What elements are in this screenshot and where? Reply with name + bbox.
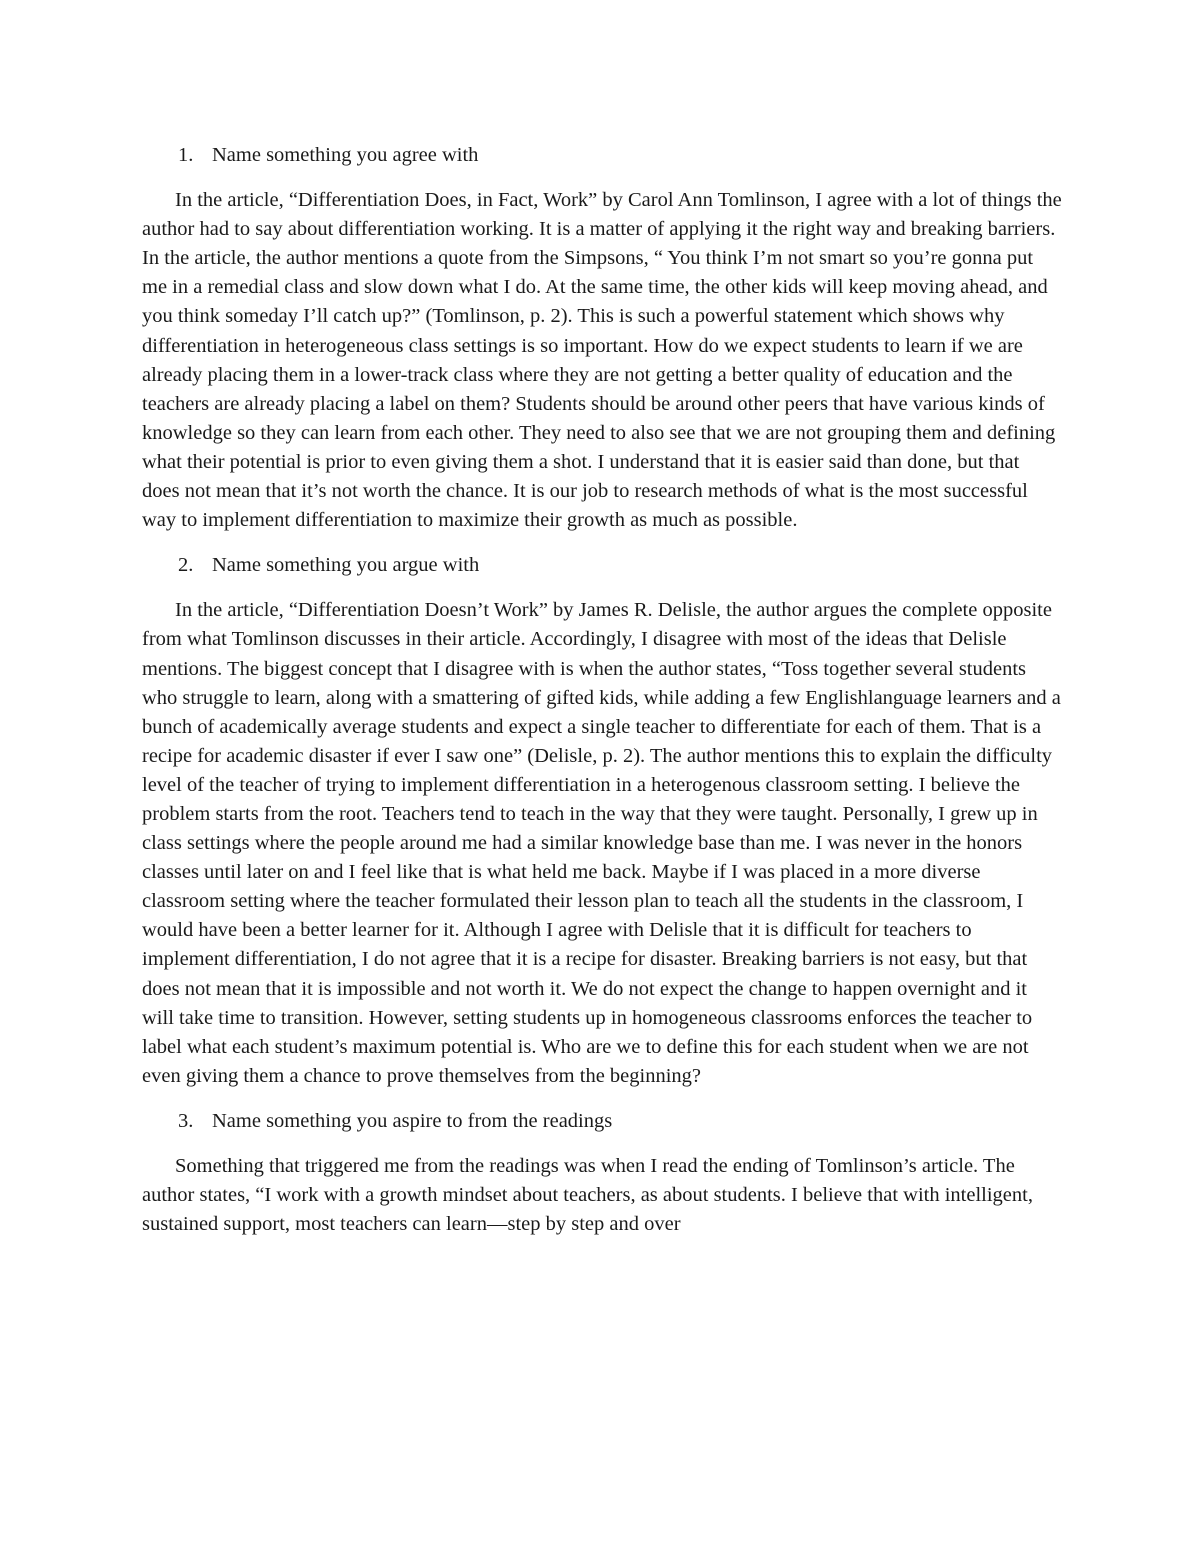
question-number: 3. <box>178 1109 194 1132</box>
question-heading <box>142 551 1062 580</box>
answer-paragraph: In the article, “Differentiation Doesn’t Work” by James R. Delisle, the author argues the complete opposite from what Tomlinson discusses in their article. Accordingly, I disagree with most of the ideas that Delisle mentions. The biggest concept that I disagree with is when the author states, “Toss together several students who struggle to learn, along with a smattering of gifted kids, while adding a few Englishlanguage learners and a bunch of academically average students and expect a single teacher to differentiate for each of them. That is a recipe for academic disaster if ever I saw one” (Delisle, p. 2). The author mentions this to explain the difficulty level of the teacher of trying to implement differentiation in a heterogenous classroom setting. I believe the problem starts from the root. Teachers tend to teach in the way that they were taught. Personally, I grew up in class settings where the people around me had a similar knowledge base than me. I was never in the honors classes until later on and I feel like that is what held me back. Maybe if I was placed in a more diverse classroom setting where the teacher formulated their lesson plan to teach all the students in the classroom, I would have been a better learner for it. Although I agree with Delisle that it is difficult for teachers to implement differentiation, I do not agree that it is a recipe for disaster. Breaking barriers is not easy, but that does not mean that it is impossible and not worth it. We do not expect the change to happen overnight and it will take time to transition. However, setting students up in homogeneous classrooms enforces the teacher to label what each student’s maximum potential is. Who are we to define this for each student when we are not even giving them a chance to prove themselves from the beginning? <box>142 599 1061 1087</box>
section-aspire <box>142 1107 1062 1239</box>
question-number: 1. <box>178 144 194 166</box>
document-content <box>142 141 1062 1255</box>
question-number: 2. <box>178 554 194 577</box>
section-agree <box>142 141 1062 535</box>
answer-paragraph: Something that triggered me from the readings was when I read the ending of Tomlinson’s article. The author states, “I work with a growth mindset about teachers, as about students. I believe that with intelligent, sustained support, most teachers can learn—step by step and over <box>142 1155 1033 1236</box>
question-heading <box>142 141 1062 170</box>
question-label: Name something you argue with <box>212 554 480 577</box>
answer-paragraph: In the article, “Differentiation Does, in Fact, Work” by Carol Ann Tomlinson, I agree with a lot of things the author had to say about differentiation working. It is a matter of applying it the right way and breaking barriers. In the article, the author mentions a quote from the Simpsons, “ You think I’m not smart so you’re gonna put me in a remedial class and slow down what I do. At the same time, the other kids will keep moving ahead, and you think someday I’ll catch up?” (Tomlinson, p. 2). This is such a powerful statement which shows why differentiation in heterogeneous class settings is so important. How do we expect students to learn if we are already placing them in a lower-track class where they are not getting a better quality of education and the teachers are already placing a label on them? Students should be around other peers that have various kinds of knowledge so they can learn from each other. They need to also see that we are not grouping them and defining what their potential is prior to even giving them a shot. I understand that it is easier said than done, but that does not mean that it’s not worth the chance. It is our job to research methods of what is the most successful way to implement differentiation to maximize their growth as much as possible. <box>142 189 1062 532</box>
question-label: Name something you aspire to from the readings <box>212 1109 613 1132</box>
question-heading <box>142 1107 1062 1136</box>
section-argue <box>142 551 1062 1091</box>
question-label: Name something you agree with <box>212 144 479 166</box>
